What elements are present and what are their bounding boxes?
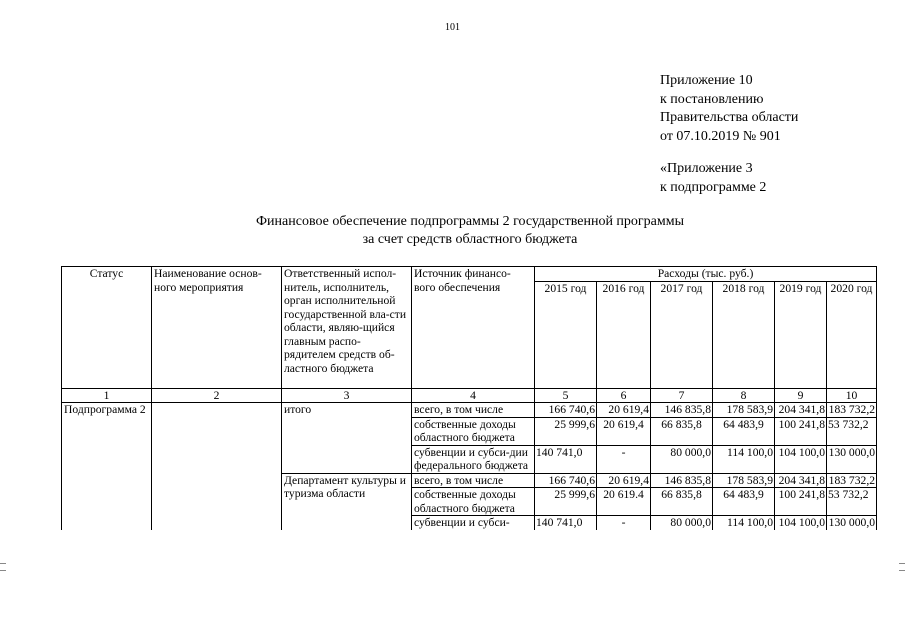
header-measure: Наименование основ-ного мероприятия — [152, 267, 282, 389]
value-cell: 178 583,9 — [713, 473, 775, 488]
value-cell: 166 740,6 — [535, 403, 597, 418]
value-cell: 204 341,8 — [775, 403, 827, 418]
value-cell: 130 000,0 — [827, 516, 877, 530]
header-year: 2016 год — [597, 281, 651, 388]
appendix-line: к подпрограмме 2 — [660, 179, 767, 195]
appendix-line: Приложение 10 — [660, 73, 753, 88]
scan-edge-mark — [899, 563, 905, 564]
measure-cell — [152, 403, 282, 530]
value-cell: - — [597, 516, 651, 530]
source-cell: субвенции и субси-дии федерального бюджета — [412, 445, 535, 473]
responsible-cell: Департамент культуры и туризма области — [282, 473, 412, 530]
value-cell: 166 740,6 — [535, 473, 597, 488]
column-number: 2 — [152, 388, 282, 403]
header-year: 2017 год — [651, 281, 713, 388]
value-cell: 20 619,4 — [597, 473, 651, 488]
column-number: 10 — [827, 388, 877, 403]
value-cell: 80 000,0 — [651, 445, 713, 473]
value-cell: 100 241,8 — [775, 417, 827, 445]
status-cell: Подпрограмма 2 — [62, 403, 152, 530]
value-cell: 66 835,8 — [651, 417, 713, 445]
header-year: 2019 год — [775, 281, 827, 388]
value-cell: - — [597, 445, 651, 473]
appendix-line: к постановлению — [660, 91, 764, 107]
responsible-cell: итого — [282, 403, 412, 474]
value-cell: 104 100,0 — [775, 516, 827, 530]
value-cell: 20 619,4 — [597, 403, 651, 418]
value-cell: 104 100,0 — [775, 445, 827, 473]
column-number: 3 — [282, 388, 412, 403]
appendix-header — [660, 72, 798, 197]
header-status: Статус — [62, 267, 152, 389]
value-cell: 114 100,0 — [713, 445, 775, 473]
column-number: 4 — [412, 388, 535, 403]
column-numbers-row — [62, 388, 877, 403]
document-title-line: за счет средств областного бюджета — [362, 232, 578, 247]
value-cell: 64 483,9 — [713, 488, 775, 516]
source-cell: всего, в том числе — [412, 403, 535, 418]
document-title — [120, 213, 820, 249]
value-cell: 53 732,2 — [827, 488, 877, 516]
header-row — [62, 267, 877, 282]
value-cell: 53 732,2 — [827, 417, 877, 445]
column-number: 6 — [597, 388, 651, 403]
scan-edge-mark — [0, 563, 6, 564]
value-cell: 66 835,8 — [651, 488, 713, 516]
header-year: 2018 год — [713, 281, 775, 388]
header-year: 2015 год — [535, 281, 597, 388]
scan-edge-mark — [899, 570, 905, 571]
value-cell: 204 341,8 — [775, 473, 827, 488]
value-cell: 80 000,0 — [651, 516, 713, 530]
financing-table — [61, 266, 877, 530]
value-cell: 140 741,0 — [535, 516, 597, 530]
value-cell: 178 583,9 — [713, 403, 775, 418]
value-cell: 140 741,0 — [535, 445, 597, 473]
value-cell: 146 835,8 — [651, 473, 713, 488]
value-cell: 64 483,9 — [713, 417, 775, 445]
header-responsible: Ответственный испол-нитель, исполнитель, орган исполнительной государственной вла-сти области, являю-щийся главным распо-рядителем средств об-ластного бюджета — [282, 267, 412, 389]
value-cell: 130 000,0 — [827, 445, 877, 473]
source-cell: всего, в том числе — [412, 473, 535, 488]
column-number: 8 — [713, 388, 775, 403]
source-cell: собственные доходы областного бюджета — [412, 488, 535, 516]
column-number: 9 — [775, 388, 827, 403]
value-cell: 25 999,6 — [535, 417, 597, 445]
value-cell: 100 241,8 — [775, 488, 827, 516]
source-cell: субвенции и субси- — [412, 516, 535, 530]
page-number: 101 — [445, 22, 460, 33]
appendix-line: Правительства области — [660, 110, 799, 125]
scan-edge-mark — [0, 570, 6, 571]
appendix-line: «Приложение 3 — [660, 161, 753, 176]
source-cell: собственные доходы областного бюджета — [412, 417, 535, 445]
column-number: 7 — [651, 388, 713, 403]
document-title-line: Финансовое обеспечение подпрограммы 2 государственной программы — [255, 214, 685, 229]
value-cell: 20 619.4 — [597, 488, 651, 516]
value-cell: 25 999,6 — [535, 488, 597, 516]
header-source: Источник финансо-вого обеспечения — [412, 267, 535, 389]
header-year: 2020 год — [827, 281, 877, 388]
column-number: 5 — [535, 388, 597, 403]
column-number: 1 — [62, 388, 152, 403]
header-expenses: Расходы (тыс. руб.) — [535, 267, 877, 282]
appendix-line: от 07.10.2019 № 901 — [660, 128, 781, 144]
value-cell: 20 619,4 — [597, 417, 651, 445]
value-cell: 114 100,0 — [713, 516, 775, 530]
table-row — [62, 403, 877, 418]
value-cell: 146 835,8 — [651, 403, 713, 418]
value-cell: 183 732,2 — [827, 473, 877, 488]
value-cell: 183 732,2 — [827, 403, 877, 418]
